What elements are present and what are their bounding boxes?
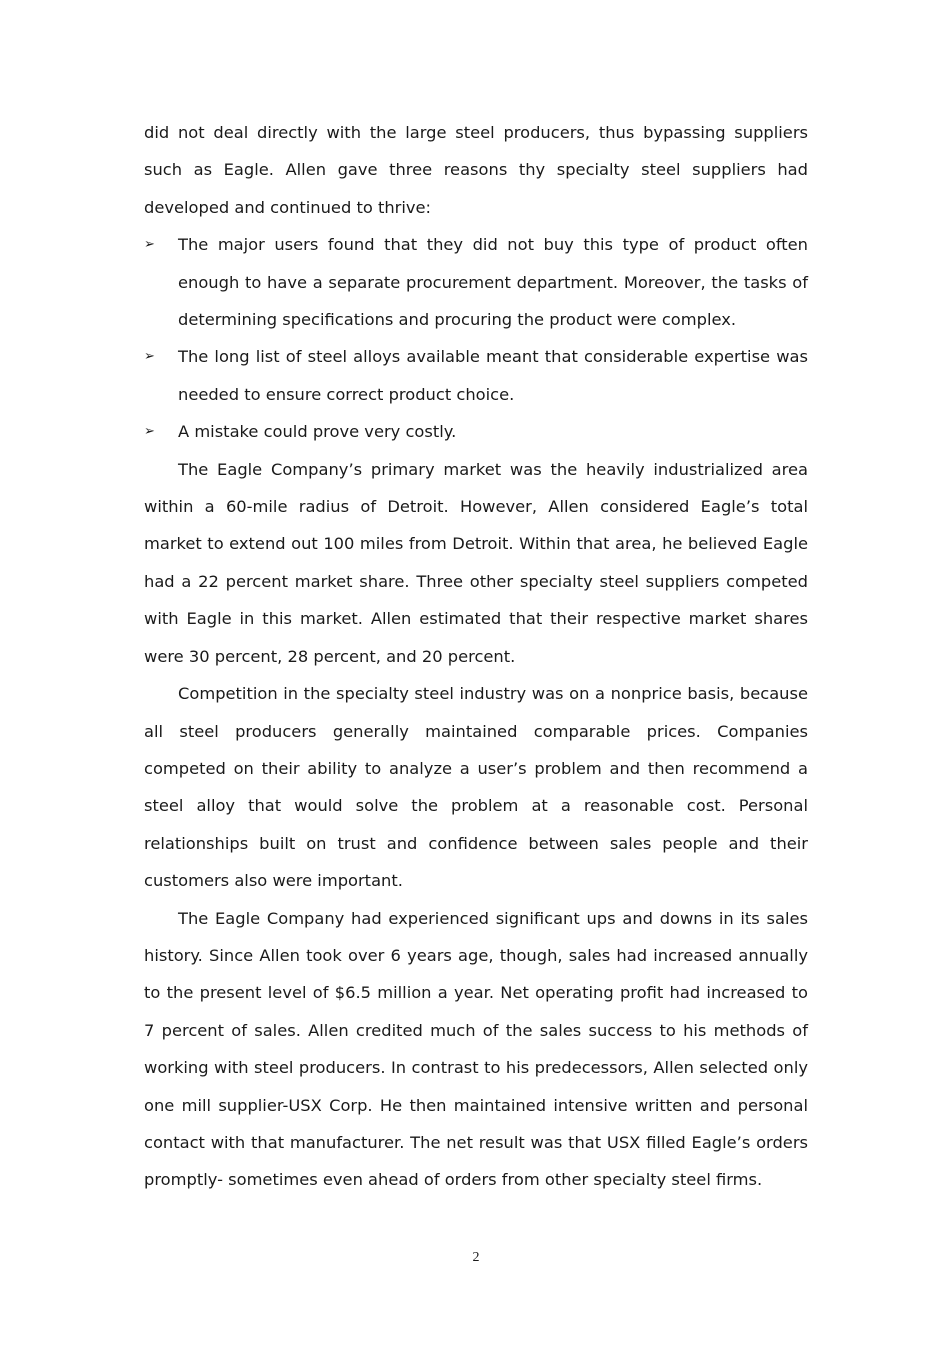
page-number: 2 — [472, 1250, 480, 1265]
document-body — [144, 114, 808, 1199]
sales-history-paragraph: The Eagle Company had experienced significant ups and downs in its sales history. Since Allen took over 6 years age, though, sales had increased annually to the present level of $6.5 million a year. Net operating profit had increased to 7 percent of sales. Allen credited much of the sales success to his methods of working with steel producers. In contrast to his predecessors, Allen selected only one mill supplier-USX Corp. He then maintained intensive written and personal contact with that manufacturer. The net result was that USX filled Eagle’s orders promptly- sometimes even ahead of orders from other specialty steel firms. — [144, 908, 808, 1190]
list-item — [144, 226, 808, 338]
arrowhead-bullet-icon: ➢ — [144, 237, 155, 253]
reasons-list — [144, 226, 808, 450]
list-item — [144, 338, 808, 413]
market-paragraph: The Eagle Company’s primary market was the heavily industrialized area within a 60-mile radius of Detroit. However, Allen considered Eagle’s total market to extend out 100 miles from Detroit. Within that area, he believed Eagle had a 22 percent market share. Three other specialty steel suppliers competed with Eagle in this market. Allen estimated that their respective market shares were 30 percent, 28 percent, and 20 percent. — [144, 459, 808, 666]
competition-paragraph: Competition in the specialty steel industry was on a nonprice basis, because all steel producers generally maintained comparable prices. Companies competed on their ability to analyze a user’s problem and then recommend a steel alloy that would solve the problem at a reasonable cost. Personal relationships built on trust and confidence between sales people and their customers also were important. — [144, 684, 808, 891]
list-item-text: A mistake could prove very costly. — [178, 422, 457, 442]
arrowhead-bullet-icon: ➢ — [144, 424, 155, 440]
list-item — [144, 413, 808, 450]
list-item-text: The major users found that they did not buy this type of product often enough to have a separate procurement department. Moreover, the tasks of determining specifications and procuring the product were complex. — [178, 235, 808, 330]
arrowhead-bullet-icon: ➢ — [144, 349, 155, 365]
intro-paragraph: did not deal directly with the large steel producers, thus bypassing suppliers such as Eagle. Allen gave three reasons thy specialty steel suppliers had developed and continued to thrive: — [144, 123, 808, 217]
list-item-text: The long list of steel alloys available meant that considerable expertise was needed to ensure correct product choice. — [178, 347, 808, 404]
